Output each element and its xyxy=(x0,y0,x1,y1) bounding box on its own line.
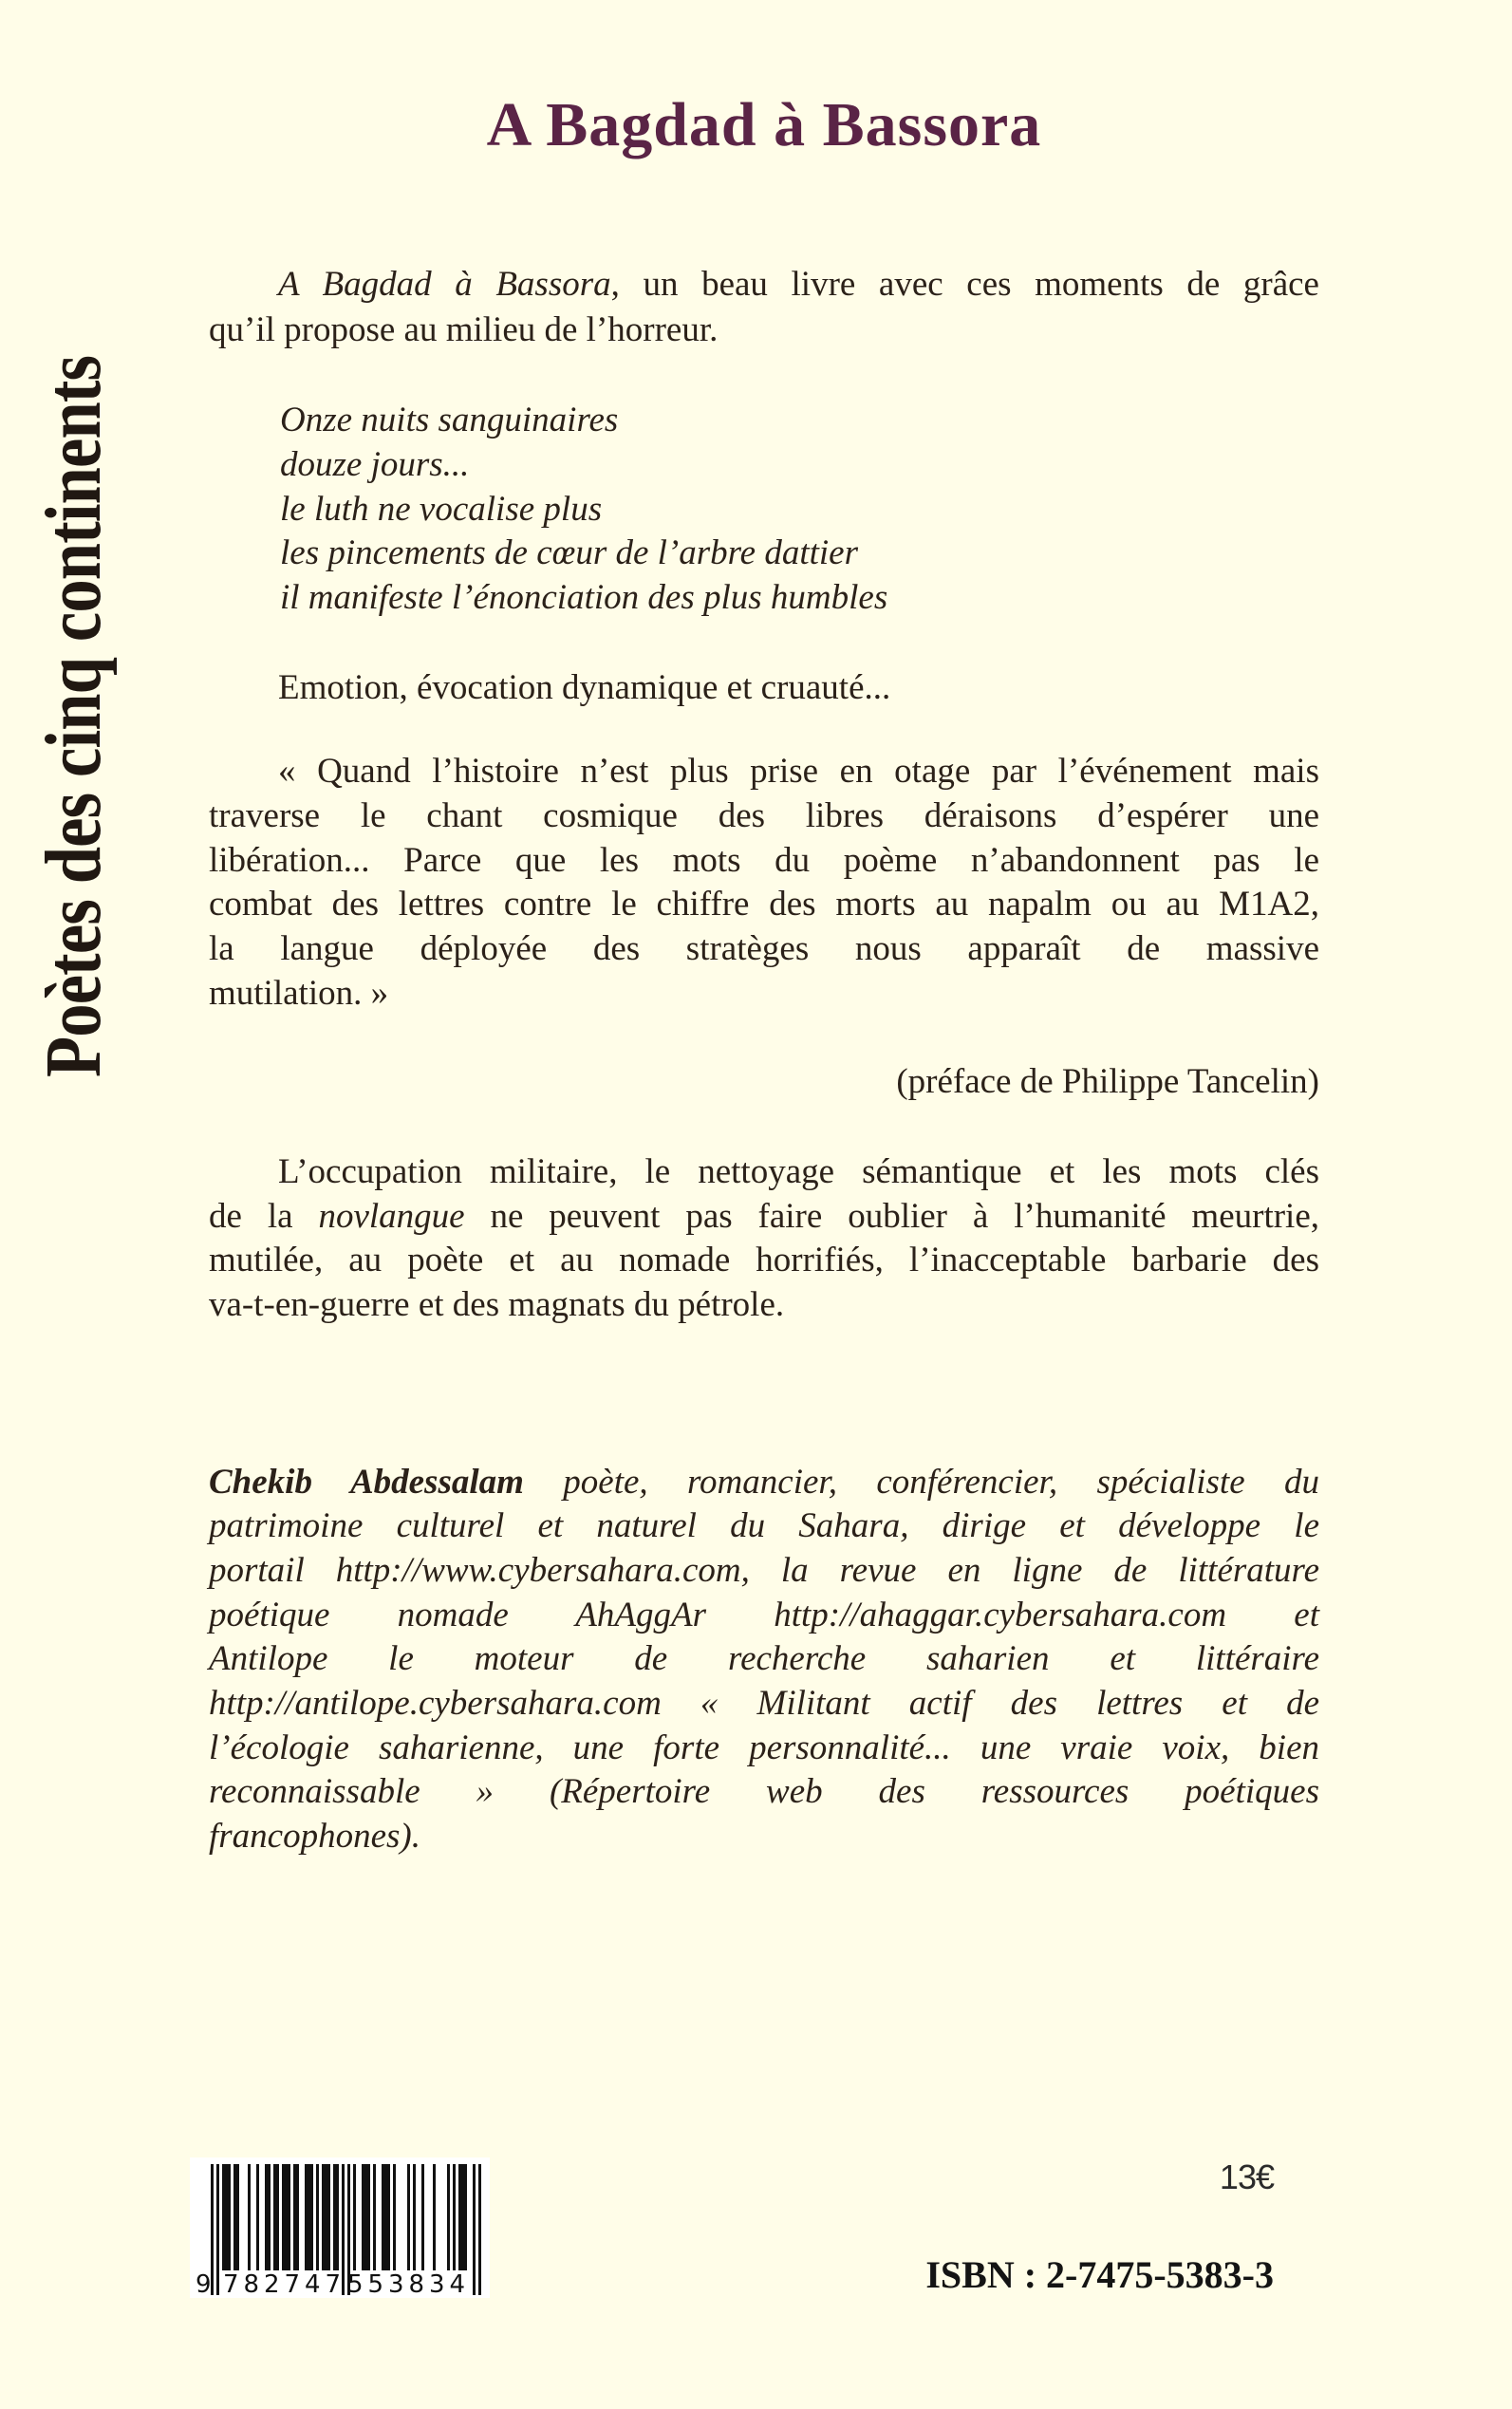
text-run: va-t-en-guerre et des magnats du pétrole. xyxy=(209,1285,785,1324)
barcode-bar xyxy=(367,2164,370,2270)
author-name: Chekib Abdessalam xyxy=(209,1463,524,1502)
barcode-bar xyxy=(256,2164,259,2270)
bio-line-8 xyxy=(209,1770,1319,1814)
barcode-bar xyxy=(373,2164,376,2270)
preface-attribution: (préface de Philippe Tancelin) xyxy=(896,1062,1319,1101)
bio-line-9 xyxy=(209,1815,1319,1858)
barcode-bar xyxy=(216,2164,219,2295)
occupation-line-3 xyxy=(209,1239,1319,1282)
barcode-bar xyxy=(288,2164,290,2270)
barcode-bar xyxy=(296,2164,299,2270)
quote-line-2: traverse le chant cosmique des libres déraisons d’espérer une xyxy=(209,796,1319,835)
quote-line-6: mutilation. » xyxy=(209,974,389,1013)
barcode-bar xyxy=(364,2164,367,2270)
barcode-bar xyxy=(421,2164,424,2270)
barcode-digit-first: 9 xyxy=(196,2270,212,2298)
poem-line-3: le luth ne vocalise plus xyxy=(280,490,603,529)
text-run: l’écologie saharienne, une forte personnalité... une vraie voix, bien xyxy=(209,1728,1319,1767)
emphasis-text: A Bagdad à Bassora xyxy=(278,265,611,304)
barcode-bar xyxy=(353,2164,356,2270)
barcode-bar xyxy=(316,2164,319,2270)
barcode-bar xyxy=(453,2164,456,2270)
barcode-bar xyxy=(413,2164,416,2270)
bio-line-2 xyxy=(209,1504,1319,1548)
barcode-bar xyxy=(273,2164,276,2270)
bio-line-3 xyxy=(209,1549,1319,1593)
poem-line-4: les pincements de cœur de l’arbre dattier xyxy=(280,533,859,572)
quote-line-5: la langue déployée des stratèges nous apparaît de massive xyxy=(209,929,1319,968)
bio-line-1 xyxy=(209,1461,1319,1504)
barcode-bar xyxy=(285,2164,288,2270)
text-run: qu’il propose au milieu de l’horreur. xyxy=(209,310,719,349)
book-title: A Bagdad à Bassora xyxy=(486,90,1042,159)
barcode-bar xyxy=(322,2164,325,2270)
occupation-line-4 xyxy=(209,1283,1319,1327)
barcode-bar xyxy=(458,2164,461,2270)
text-run: francophones). xyxy=(209,1817,420,1856)
poem-line-5: il manifeste l’énonciation des plus humbles xyxy=(280,578,888,617)
occupation-line-1 xyxy=(278,1150,1319,1194)
barcode-bar xyxy=(333,2164,336,2270)
barcode-bar xyxy=(461,2164,464,2270)
poem-line-2: douze jours... xyxy=(280,445,470,484)
barcode-bar xyxy=(327,2164,330,2270)
barcode-bar xyxy=(293,2164,296,2270)
occupation-line-2 xyxy=(209,1195,1319,1239)
text-run: mutilée, au poète et au nomade horrifiés, l’inacceptable barbarie des xyxy=(209,1241,1319,1279)
price-label: 13€ xyxy=(1219,2157,1274,2196)
text-run: Antilope le moteur de recherche saharien et littéraire xyxy=(209,1639,1319,1678)
barcode-bar xyxy=(407,2164,410,2270)
barcode-bar xyxy=(233,2164,236,2270)
emotion-line: Emotion, évocation dynamique et cruauté... xyxy=(278,668,891,707)
barcode-bar xyxy=(305,2164,308,2270)
bio-line-6 xyxy=(209,1682,1319,1726)
barcode-bar xyxy=(225,2164,228,2270)
barcode-graphic xyxy=(190,2157,490,2298)
quote-line-1: « Quand l’histoire n’est plus prise en otage par l’événement mais xyxy=(278,752,1319,791)
text-run: portail http://www.cybersahara.com, la revue en ligne de littérature xyxy=(209,1551,1319,1590)
intro-line-1 xyxy=(278,263,1319,307)
barcode-bar xyxy=(228,2164,231,2270)
barcode-bar xyxy=(336,2164,339,2270)
emphasis-text: novlangue xyxy=(318,1197,465,1236)
barcode-bar xyxy=(310,2164,313,2270)
isbn-barcode xyxy=(190,2157,490,2298)
barcode-bar xyxy=(268,2164,271,2270)
barcode-digits-left: 782747 xyxy=(223,2270,341,2298)
barcode-bar xyxy=(222,2164,225,2270)
text-run: L’occupation militaire, le nettoyage sémantique et les mots clés xyxy=(278,1152,1319,1191)
barcode-bar xyxy=(282,2164,285,2270)
series-title-text: Poètes des cinq continents xyxy=(29,355,118,1077)
poem-line-1: Onze nuits sanguinaires xyxy=(280,401,619,439)
barcode-bar xyxy=(433,2164,436,2270)
barcode-bar xyxy=(478,2164,481,2295)
barcode-bar xyxy=(447,2164,450,2270)
barcode-bar xyxy=(342,2164,345,2295)
isbn-label: ISBN : 2-7475-5383-3 xyxy=(925,2253,1274,2296)
barcode-bar xyxy=(248,2164,251,2270)
barcode-bar xyxy=(236,2164,239,2270)
barcode-bar xyxy=(325,2164,327,2270)
text-run: patrimoine culturel et naturel du Sahara, dirige et développe le xyxy=(209,1506,1319,1545)
text-run: poétique nomade AhAggAr http://ahaggar.cybersahara.com et xyxy=(209,1596,1319,1634)
bio-line-7 xyxy=(209,1727,1319,1770)
barcode-bar xyxy=(384,2164,387,2270)
bio-line-4 xyxy=(209,1594,1319,1637)
barcode-bar xyxy=(464,2164,467,2270)
barcode-bar xyxy=(382,2164,384,2270)
text-run: poète, romancier, conférencier, spécialiste du xyxy=(523,1463,1319,1502)
barcode-bar xyxy=(362,2164,364,2270)
barcode-bar xyxy=(276,2164,279,2270)
text-run: de la xyxy=(209,1197,319,1236)
barcode-bar xyxy=(473,2164,476,2295)
quote-line-3: libération... Parce que les mots du poème n’abandonnent pas le xyxy=(209,841,1319,880)
quote-line-4: combat des lettres contre le chiffre des morts au napalm ou au M1A2, xyxy=(209,885,1319,924)
text-run: reconnaissable » (Répertoire web des ressources poétiques xyxy=(209,1772,1319,1811)
text-run: , un beau livre avec ces moments de grâce xyxy=(610,265,1319,304)
barcode-bar xyxy=(393,2164,396,2270)
barcode-bar xyxy=(265,2164,268,2270)
intro-line-2 xyxy=(209,308,1319,352)
barcode-bar xyxy=(308,2164,310,2270)
barcode-bar xyxy=(387,2164,390,2270)
text-run: ne peuvent pas faire oublier à l’humanité meurtrie, xyxy=(464,1197,1319,1236)
barcode-digits-right: 553834 xyxy=(347,2270,465,2298)
bio-line-5 xyxy=(209,1637,1319,1681)
text-run: http://antilope.cybersahara.com « Militant actif des lettres et de xyxy=(209,1684,1319,1723)
series-title-vertical xyxy=(29,166,118,1077)
